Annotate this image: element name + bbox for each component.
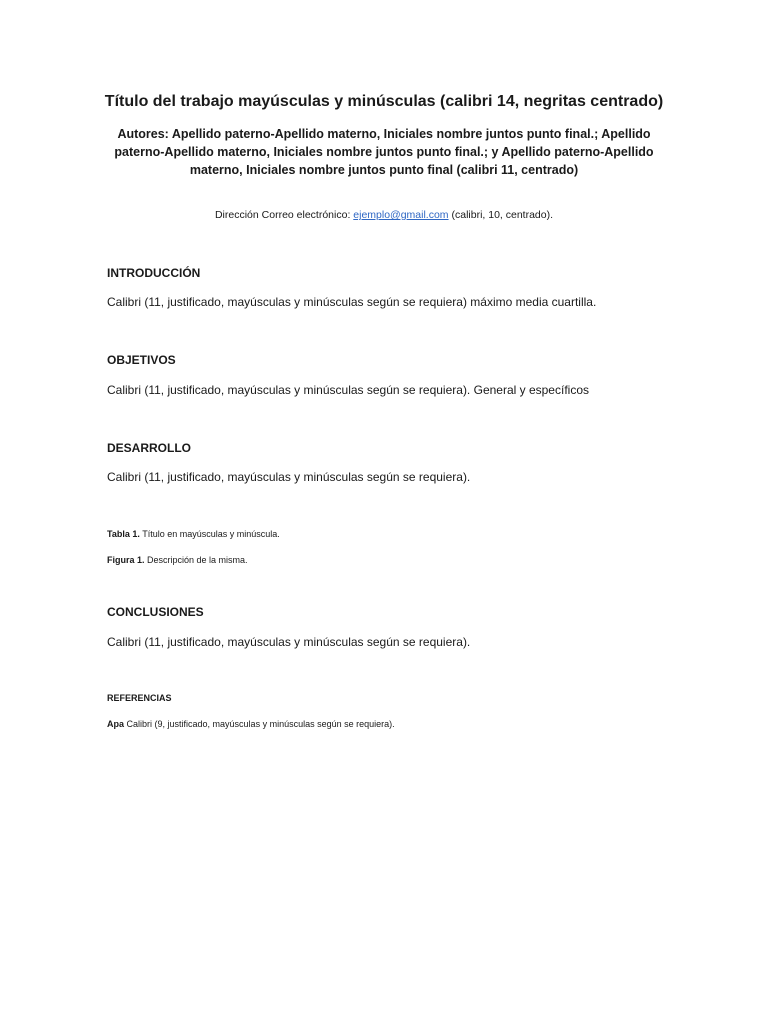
referencias-entry <box>107 718 395 730</box>
referencias-text: Calibri (9, justificado, mayúsculas y minúsculas según se requiera). <box>124 719 395 729</box>
heading-referencias: REFERENCIAS <box>107 693 172 703</box>
heading-desarrollo: DESARROLLO <box>107 441 191 455</box>
text-desarrollo: Calibri (11, justificado, mayúsculas y minúsculas según se requiera). <box>107 470 471 484</box>
email-link[interactable]: ejemplo@gmail.com <box>353 209 449 221</box>
text-objetivos: Calibri (11, justificado, mayúsculas y minúsculas según se requiera). General y específicos <box>107 383 589 397</box>
caption-tabla-label: Tabla 1. <box>107 529 140 539</box>
heading-introduccion: INTRODUCCIÓN <box>107 266 201 280</box>
email-line <box>60 208 708 222</box>
caption-figura <box>107 554 248 566</box>
email-prefix: Dirección Correo electrónico: <box>214 209 354 221</box>
referencias-label: Apa <box>107 719 125 729</box>
caption-figura-text: Descripción de la misma. <box>144 555 248 565</box>
authors-block: Autores: Apellido paterno-Apellido materno, Iniciales nombre juntos punto final.; Apellido paterno-Apellido materno, Iniciales nombre juntos punto final.; y Apellido paterno-Apellido materno, Iniciales nombre juntos punto final (calibri 11, centrado) <box>114 127 654 177</box>
caption-tabla <box>107 528 280 540</box>
caption-figura-label: Figura 1. <box>107 555 145 565</box>
text-conclusiones: Calibri (11, justificado, mayúsculas y minúsculas según se requiera). <box>107 635 471 649</box>
heading-objetivos: OBJETIVOS <box>107 353 176 367</box>
heading-conclusiones: CONCLUSIONES <box>107 605 204 619</box>
document-title: Título del trabajo mayúsculas y minúsculas (calibri 14, negritas centrado) <box>104 93 664 110</box>
email-suffix: (calibri, 10, centrado). <box>448 209 554 221</box>
caption-tabla-text: Título en mayúsculas y minúscula. <box>139 529 280 539</box>
text-introduccion: Calibri (11, justificado, mayúsculas y minúsculas según se requiera) máximo media cuartilla. <box>107 295 597 309</box>
